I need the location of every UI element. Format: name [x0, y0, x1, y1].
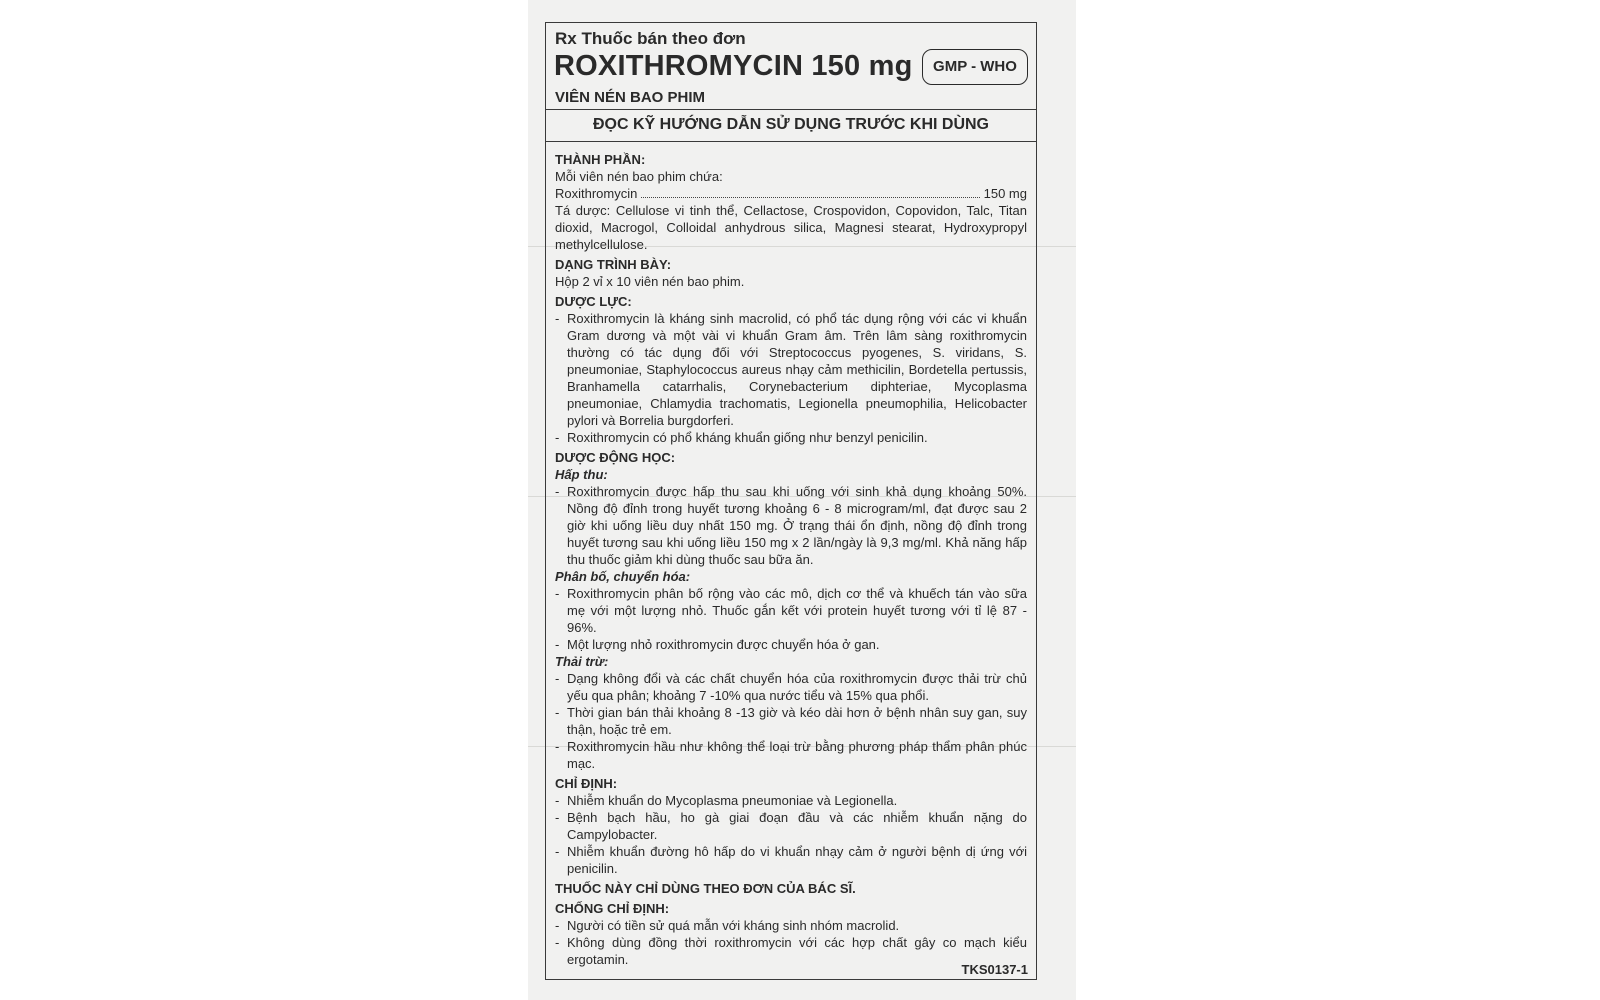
- absorption-list: [555, 483, 1027, 568]
- list-item: - Roxithromycin hầu như không thể loại trừ bằng phương pháp thẩm phân phúc mạc.: [555, 738, 1027, 772]
- pharmacokinetics-heading: DƯỢC ĐỘNG HỌC:: [555, 450, 676, 465]
- indications-list: [555, 792, 1027, 877]
- pharmacodynamics-list: [555, 310, 1027, 446]
- list-item: - Roxithromycin được hấp thu sau khi uống với sinh khả dụng khoảng 50%. Nồng độ đỉnh trong huyết tương khoảng 6 - 8 microgram/ml, đạt được sau 2 giờ khi uống liều duy nhất 150 mg. Ở trạng thái ổn định, nồng độ đỉnh trong huyết tương sau khi uống liều 150 mg x 2 lần/ngày là 9,3 mg/ml. Khả năng hấp thu thuốc giảm khi dùng thuốc sau bữa ăn.: [555, 483, 1027, 568]
- composition-intro: Mỗi viên nén bao phim chứa:: [555, 169, 723, 184]
- active-ingredient-row: [555, 185, 1027, 202]
- leaflet-header: [546, 23, 1036, 142]
- list-item: - Dạng không đổi và các chất chuyển hóa của roxithromycin được thải trừ chủ yếu qua phân; khoảng 7 -10% qua nước tiểu và 15% qua phổi.: [555, 670, 1027, 704]
- presentation-heading: DẠNG TRÌNH BÀY:: [555, 257, 672, 272]
- rx-label: Rx Thuốc bán theo đơn: [555, 29, 746, 48]
- leaflet-frame: [545, 22, 1037, 980]
- excipients-text: Tá dược: Cellulose vi tinh thể, Cellactose, Crospovidon, Copovidon, Talc, Titan dioxid, Macrogol, Colloidal anhydrous silica, Magnesi stearat, Hydroxypropyl methylcellulose.: [555, 203, 1027, 252]
- contraindications-list: [555, 917, 1027, 968]
- list-item: - Người có tiền sử quá mẫn với kháng sinh nhóm macrolid.: [555, 917, 1027, 934]
- prescription-only-note: THUỐC NÀY CHỈ DÙNG THEO ĐƠN CỦA BÁC SĨ.: [555, 881, 856, 896]
- elimination-subheading: Thải trừ:: [555, 654, 609, 669]
- dosage-form: VIÊN NÉN BAO PHIM: [555, 89, 706, 106]
- gmp-who-badge: GMP - WHO: [922, 49, 1028, 85]
- list-item: - Roxithromycin có phổ kháng khuẩn giống như benzyl penicilin.: [555, 429, 1027, 446]
- composition-heading: THÀNH PHẦN:: [555, 152, 646, 167]
- list-item: - Một lượng nhỏ roxithromycin được chuyển hóa ở gan.: [555, 636, 1027, 653]
- list-item: - Thời gian bán thải khoảng 8 -13 giờ và kéo dài hơn ở bệnh nhân suy gan, suy thận, hoặc trẻ em.: [555, 704, 1027, 738]
- indications-heading: CHỈ ĐỊNH:: [555, 776, 618, 791]
- leaflet-sheet: [528, 0, 1076, 1000]
- drug-title: ROXITHROMYCIN 150 mg: [554, 50, 913, 82]
- list-item: - Nhiễm khuẩn do Mycoplasma pneumoniae và Legionella.: [555, 792, 1027, 809]
- list-item: - Không dùng đồng thời roxithromycin với các hợp chất gây co mạch kiểu ergotamin.: [555, 934, 1027, 968]
- distribution-list: [555, 585, 1027, 653]
- list-item: - Roxithromycin là kháng sinh macrolid, có phổ tác dụng rộng với các vi khuẩn Gram dương và một vài vi khuẩn Gram âm. Trên lâm sàng roxithromycin thường có tác dụng đối với Streptococcus pyogenes, S. viridans, S. pneumoniae, Staphylococcus aureus nhạy cảm methicilin, Bordetella pertussis, Branhamella catarrhalis, Corynebacterium diphteriae, Mycoplasma pneumoniae, Chlamydia trachomatis, Legionella pneumophilia, Helicobacter pylori và Borrelia burgdorferi.: [555, 310, 1027, 429]
- read-instructions-warning: ĐỌC KỸ HƯỚNG DẪN SỬ DỤNG TRƯỚC KHI DÙNG: [546, 109, 1036, 142]
- leaflet-content: [546, 142, 1036, 968]
- active-ingredient-name: Roxithromycin: [555, 186, 638, 201]
- active-ingredient-amount: 150 mg: [983, 186, 1027, 201]
- list-item: - Bệnh bạch hầu, ho gà giai đoạn đầu và các nhiễm khuẩn nặng do Campylobacter.: [555, 809, 1027, 843]
- pharmacodynamics-heading: DƯỢC LỰC:: [555, 294, 632, 309]
- list-item: - Roxithromycin phân bố rộng vào các mô, dịch cơ thể và khuếch tán vào sữa mẹ với một lượng nhỏ. Thuốc gắn kết với protein huyết tương với tỉ lệ 87 - 96%.: [555, 585, 1027, 636]
- distribution-subheading: Phân bố, chuyển hóa:: [555, 569, 691, 584]
- presentation-text: Hộp 2 vỉ x 10 viên nén bao phim.: [555, 274, 745, 289]
- elimination-list: [555, 670, 1027, 772]
- list-item: - Nhiễm khuẩn đường hô hấp do vi khuẩn nhạy cảm ở người bệnh dị ứng với penicilin.: [555, 843, 1027, 877]
- contraindications-heading: CHỐNG CHỈ ĐỊNH:: [555, 901, 670, 916]
- document-code: TKS0137-1: [961, 962, 1028, 977]
- absorption-subheading: Hấp thu:: [555, 467, 608, 482]
- dot-leader: [641, 197, 979, 198]
